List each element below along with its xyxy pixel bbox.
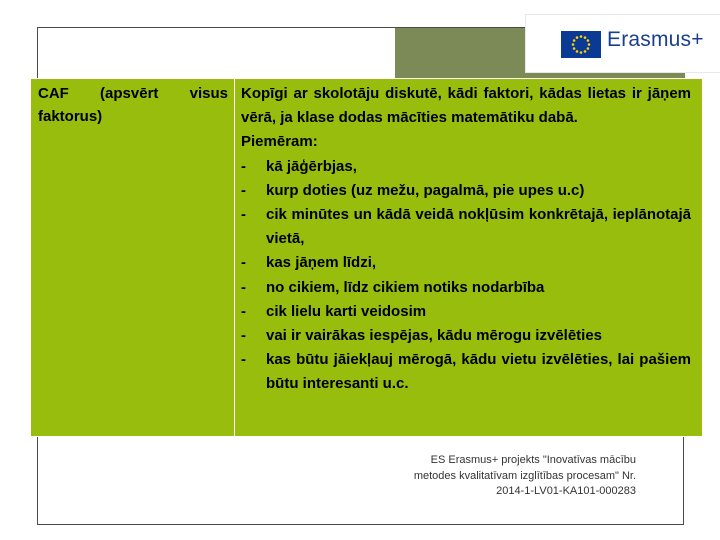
list-item-text: no cikiem, līdz cikiem notiks nodarbība <box>266 278 545 296</box>
example-heading: Piemēram: <box>241 133 318 151</box>
bullet-marker: - <box>241 254 246 272</box>
footer-line3: 2014-1-LV01-KA101-000283 <box>496 485 636 497</box>
bullet-marker: - <box>241 302 246 320</box>
factor-list <box>241 155 703 397</box>
project-footer <box>380 453 636 500</box>
list-item <box>241 348 691 396</box>
list-item <box>241 324 691 348</box>
list-item-text: kas būtu jāiekļauj mērogā, kādu vietu izvēlēties, lai pašiem būtu interesanti u.c. <box>266 351 691 393</box>
caf-label-line2: faktorus) <box>38 108 103 125</box>
bullet-marker: - <box>241 327 246 345</box>
list-item-text: kas jāņem līdzi, <box>266 254 377 272</box>
erasmus-logo-text: Erasmus+ <box>607 28 704 51</box>
list-item <box>241 203 691 251</box>
footer-line2: metodes kvalitatīvam izglītības procesam" Nr. <box>413 469 636 482</box>
erasmus-logo <box>526 15 720 72</box>
list-item <box>241 179 691 203</box>
list-item <box>241 300 691 324</box>
list-item-text: kā jāģērbjas, <box>266 157 357 175</box>
footer-line1: ES Erasmus+ projekts "Inovatīvas mācību <box>430 454 636 466</box>
list-item-text: cik lielu karti veidosim <box>266 302 427 320</box>
list-item <box>241 276 691 300</box>
list-item <box>241 155 691 179</box>
list-item <box>241 251 691 275</box>
table-right-cell <box>236 79 703 436</box>
bullet-marker: - <box>241 278 246 296</box>
bullet-marker: - <box>241 351 246 369</box>
list-item-text: cik minūtes un kādā veidā nokļūsim konkrētajā, ieplānotajā vietā, <box>266 206 691 248</box>
bullet-marker: - <box>241 157 246 175</box>
bullet-marker: - <box>241 181 246 199</box>
list-item-text: kurp doties (uz mežu, pagalmā, pie upes u.c) <box>266 181 585 199</box>
eu-flag-icon <box>561 31 601 58</box>
intro-text: Kopīgi ar skolotāju diskutē, kādi faktori, kādas lietas ir jāņem vērā, ja klase dodas mācīties matemātiku dabā. <box>241 85 691 127</box>
table-left-cell <box>31 79 235 436</box>
bullet-marker: - <box>241 206 246 224</box>
caf-label-line1: CAF (apsvērt visus <box>38 85 228 102</box>
list-item-text: vai ir vairākas iespējas, kādu mērogu izvēlēties <box>266 327 603 345</box>
caf-table <box>30 78 703 437</box>
